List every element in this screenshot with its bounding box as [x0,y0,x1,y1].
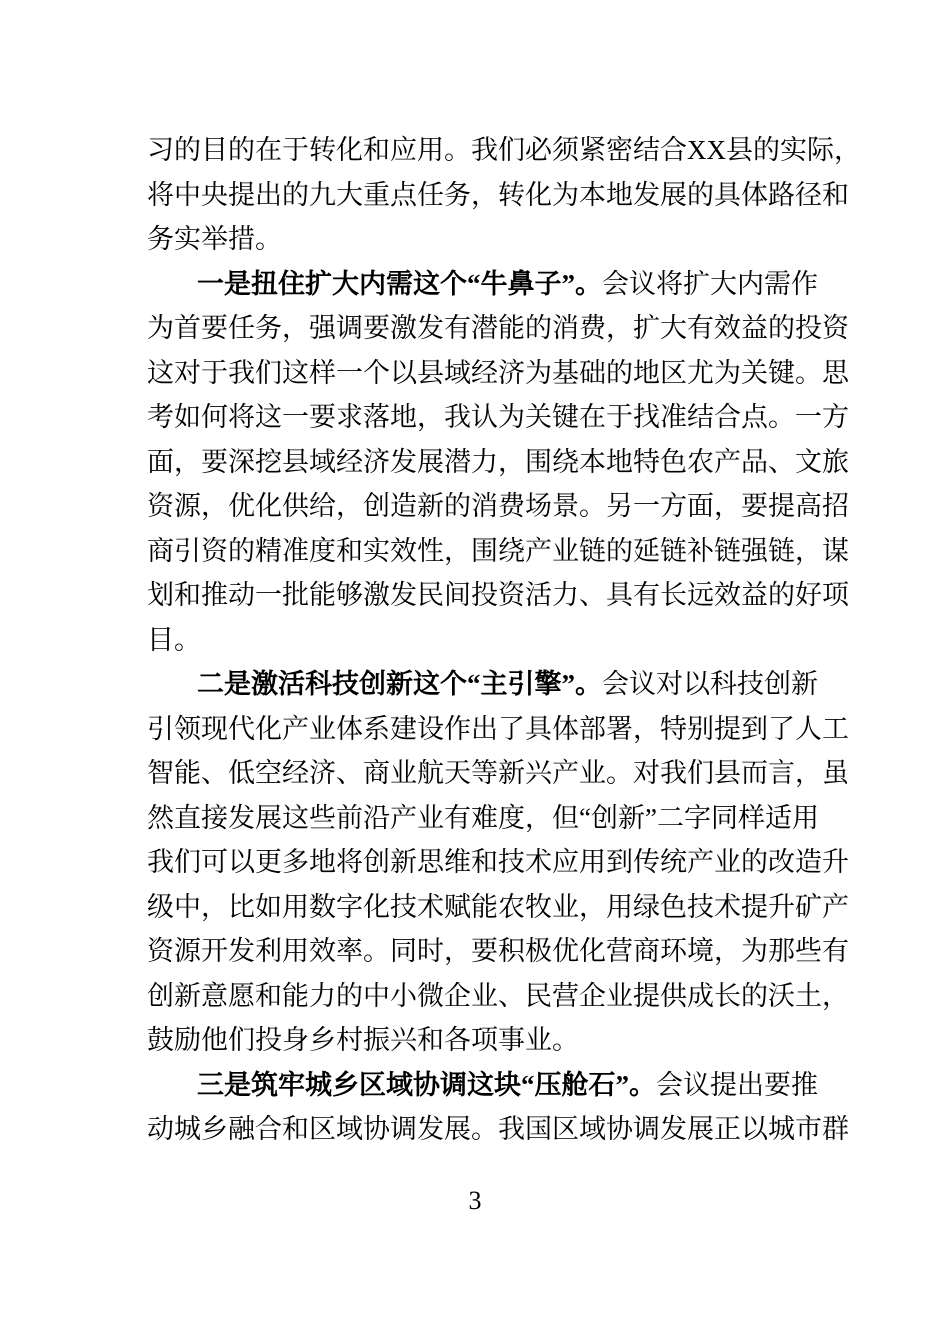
text-line [147,623,807,657]
line-text: 目。 [147,624,201,655]
line-text: 鼓励他们投身乡村振兴和各项事业。 [147,1025,579,1055]
text-line [147,445,849,479]
text-line [147,712,849,746]
line-text: 动城乡融合和区域协调发展。我国区域协调发展正以城市群 [147,1114,849,1144]
line-text: 将中央提出的九大重点任务，转化为本地发展的具体路径和 [147,179,849,210]
text-line [147,1112,849,1146]
text-line [147,133,861,167]
paragraph-heading: 二是激活科技创新这个“主引擎”。 [197,669,602,699]
text-line [147,979,849,1013]
line-text: 会议将扩大内需作 [602,268,818,299]
line-text: 面，要深挖县域经济发展潜力，围绕本地特色农产品、文旅 [147,446,849,477]
line-text: 习的目的在于转化和应用。我们必须紧密结合XX县的实际， [147,135,861,165]
line-text: 智能、低空经济、商业航天等新兴产业。对我们县而言，虽 [147,758,849,788]
line-text: 会议对以科技创新 [602,669,818,699]
line-text: 划和推动一批能够激发民间投资活力、具有长远效益的好项 [147,580,849,610]
line-text: 引领现代化产业体系建设作出了具体部署，特别提到了人工 [147,713,849,744]
text-line [197,667,818,701]
text-line [197,1068,818,1102]
text-line [147,534,849,568]
text-line [147,578,849,612]
line-text: 务实举措。 [147,224,282,254]
line-text: 然直接发展这些前沿产业有难度，但“创新”二字同样适用 [147,802,819,833]
line-text: 会议提出要推 [656,1069,818,1100]
page-number: 3 [468,1186,482,1215]
text-line [147,756,849,790]
text-line [147,489,849,523]
paragraph-heading: 一是扭住扩大内需这个“牛鼻子”。 [197,268,602,299]
text-line [147,801,819,835]
text-line [147,934,849,968]
text-line [147,356,849,390]
line-text: 资源开发利用效率。同时，要积极优化营商环境，为那些有 [147,936,849,966]
text-line [147,178,849,212]
text-line [147,222,807,256]
text-line [147,311,849,345]
line-text: 为首要任务，强调要激发有潜能的消费，扩大有效益的投资 [147,313,849,343]
text-line [147,400,849,434]
text-line [197,267,818,301]
line-text: 这对于我们这样一个以县域经济为基础的地区尤为关键。思 [147,357,849,388]
line-text: 级中，比如用数字化技术赋能农牧业，用绿色技术提升矿产 [147,891,849,922]
line-text: 考如何将这一要求落地，我认为关键在于找准结合点。一方 [147,402,849,432]
text-line [147,1023,807,1057]
line-text: 我们可以更多地将创新思维和技术应用到传统产业的改造升 [147,847,849,877]
text-line [147,890,849,924]
paragraph-heading: 三是筑牢城乡区域协调这块“压舱石”。 [197,1069,656,1100]
line-text: 商引资的精准度和实效性，围绕产业链的延链补链强链，谋 [147,535,849,566]
text-line [147,845,849,879]
line-text: 创新意愿和能力的中小微企业、民营企业提供成长的沃土， [147,980,849,1011]
line-text: 资源，优化供给，创造新的消费场景。另一方面，要提高招 [147,491,849,521]
